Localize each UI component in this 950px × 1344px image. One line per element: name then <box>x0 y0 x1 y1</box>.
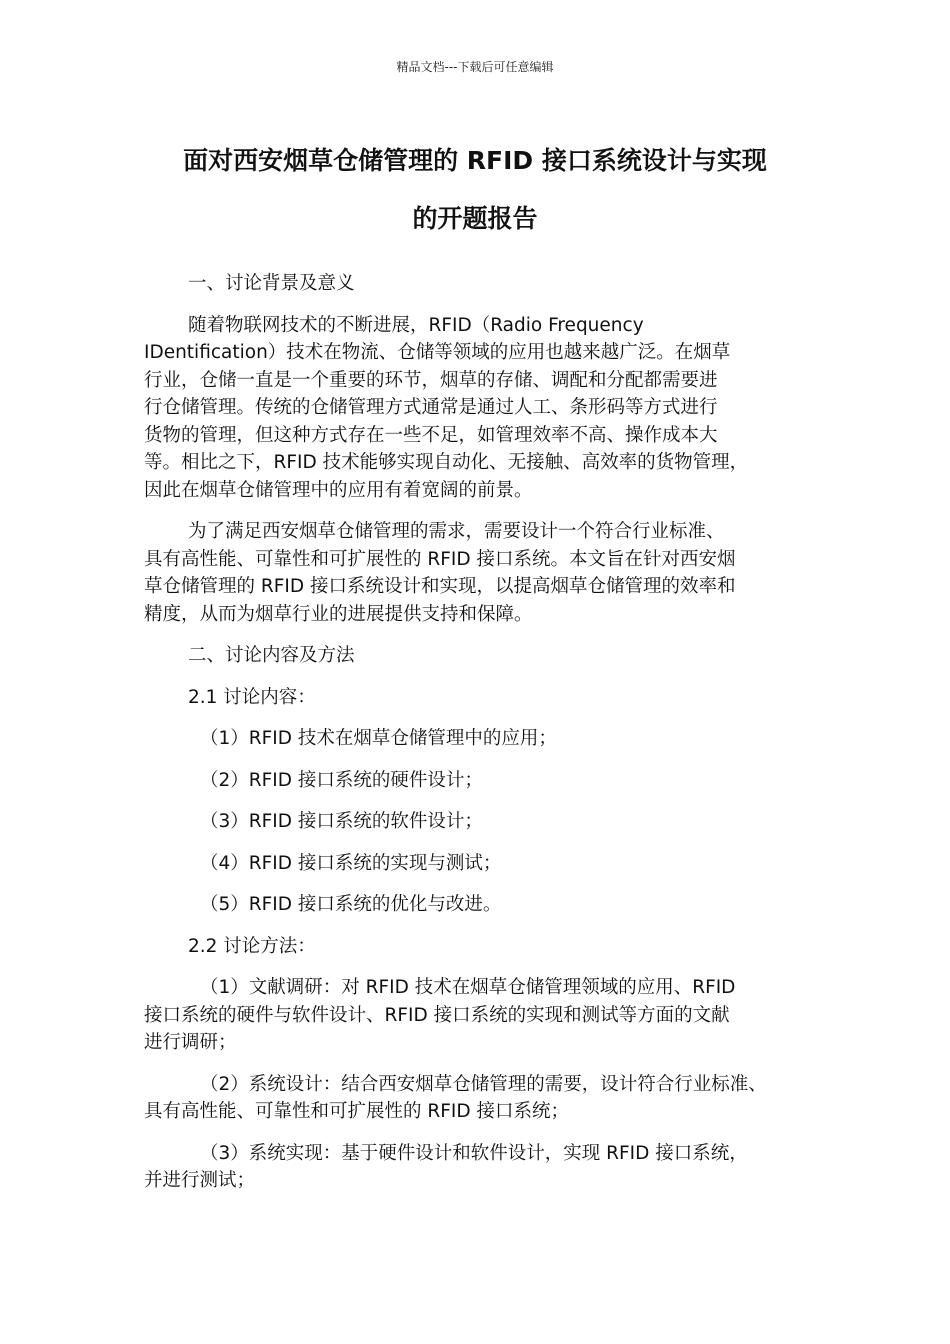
running-header: 精品文档---下载后可任意编辑 <box>396 60 554 74</box>
text-line: 因此在烟草仓储管理中的应用有着宽阔的前景。 <box>144 479 533 501</box>
section-2-heading: 二、讨论内容及方法 <box>188 645 355 666</box>
list-item: （2）RFID 接口系统的硬件设计； <box>200 769 483 791</box>
method-paragraph-2 <box>144 1071 814 1126</box>
text-line: 草仓储管理的 RFID 接口系统设计和实现，以提高烟草仓储管理的效率和 <box>144 576 736 597</box>
document-body <box>144 270 814 1209</box>
text-line: 接口系统的硬件与软件设计、RFID 接口系统的实现和测试等方面的文献 <box>144 1004 730 1026</box>
text-line: 具有高性能、可靠性和可扩展性的 RFID 接口系统； <box>144 1101 569 1122</box>
list-item: （5）RFID 接口系统的优化与改进。 <box>200 894 502 915</box>
list-item: （3）RFID 接口系统的软件设计； <box>200 811 483 832</box>
list-item: （1）RFID 技术在烟草仓储管理中的应用； <box>200 728 557 749</box>
text-line: 行仓储管理。传统的仓储管理方式通常是通过人工、条形码等方式进行 <box>144 397 718 418</box>
section-1-paragraph-1 <box>144 312 814 505</box>
text-line: 货物的管理，但这种方式存在一些不足，如管理效率不高、操作成本大 <box>144 424 718 446</box>
text-line: 行业，仓储一直是一个重要的环节，烟草的存储、调配和分配都需要进 <box>144 369 718 391</box>
method-paragraph-1 <box>144 974 814 1057</box>
section-1-heading: 一、讨论背景及意义 <box>188 273 355 294</box>
text-line: 为了满足西安烟草仓储管理的需求，需要设计一个符合行业标准、 <box>188 521 725 542</box>
text-line: （3）系统实现：基于硬件设计和软件设计，实现 RFID 接口系统， <box>200 1142 748 1164</box>
text-line: IDentification）技术在物流、仓储等领域的应用也越来越广泛。在烟草 <box>144 342 731 363</box>
text-line: 精度，从而为烟草行业的进展提供支持和保障。 <box>144 603 533 625</box>
list-item: （4）RFID 接口系统的实现与测试； <box>200 852 502 874</box>
document-title <box>130 132 820 248</box>
text-line: （1）文献调研：对 RFID 技术在烟草仓储管理领域的应用、RFID <box>200 977 736 998</box>
section-2-2-heading: 2.2 讨论方法： <box>188 935 316 957</box>
title-line-1: 面对西安烟草仓储管理的 RFID 接口系统设计与实现 <box>183 146 767 175</box>
section-1-paragraph-2 <box>144 518 814 628</box>
text-line: 随着物联网技术的不断进展，RFID（Radio Frequency <box>188 314 644 336</box>
text-line: 等。相比之下，RFID 技术能够实现自动化、无接触、高效率的货物管理， <box>144 452 749 473</box>
method-paragraph-3 <box>144 1140 814 1195</box>
title-line-2: 的开题报告 <box>412 204 538 233</box>
text-line: 并进行测试； <box>144 1170 256 1191</box>
text-line: 进行调研； <box>144 1032 237 1053</box>
section-2-1-heading: 2.1 讨论内容： <box>188 686 316 708</box>
text-line: 具有高性能、可靠性和可扩展性的 RFID 接口系统。本文旨在针对西安烟 <box>144 548 736 570</box>
text-line: （2）系统设计：结合西安烟草仓储管理的需要，设计符合行业标准、 <box>200 1073 767 1095</box>
